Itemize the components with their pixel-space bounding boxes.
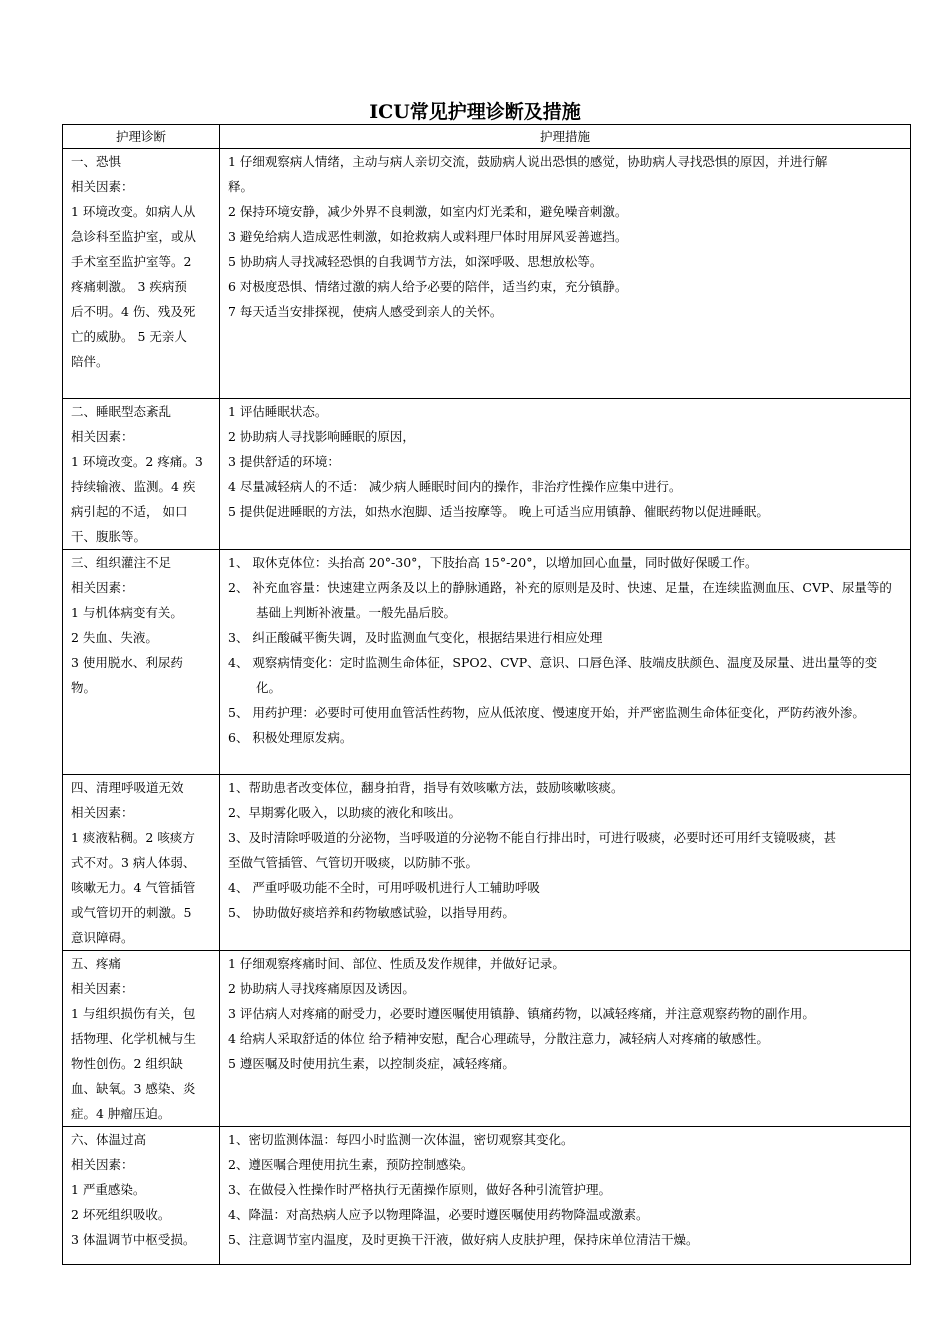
table-row <box>63 399 911 550</box>
measure-item: 1、帮助患者改变体位，翻身拍背，指导有效咳嗽方法，鼓励咳嗽咳痰。 <box>228 780 624 795</box>
table-row <box>63 149 911 399</box>
measure-item: 释。 <box>228 179 254 194</box>
diagnosis-line: 3 体温调节中枢受损。 <box>71 1232 196 1247</box>
diagnosis-line: 急诊科至监护室，或从 <box>71 229 197 244</box>
diagnosis-line: 1 环境改变。如病人从 <box>71 204 196 219</box>
measures-cell <box>220 1127 911 1265</box>
measures-cell <box>220 399 911 550</box>
measure-item: 1 仔细观察疼痛时间、部位、性质及发作规律，并做好记录。 <box>228 956 565 971</box>
diagnosis-cell <box>63 550 220 775</box>
diagnosis-line: 五、疼痛 <box>71 956 122 971</box>
diagnosis-line: 四、清理呼吸道无效 <box>71 780 184 795</box>
measure-item: 3、及时清除呼吸道的分泌物，当呼吸道的分泌物不能自行排出时，可进行吸痰，必要时还可用纤支镜吸痰，甚 <box>228 830 836 845</box>
diagnosis-line: 六、体温过高 <box>71 1132 147 1147</box>
diagnosis-line: 意识障碍。 <box>71 930 134 945</box>
measure-item: 至做气管插管、气管切开吸痰，以防肺不张。 <box>228 855 479 870</box>
diagnosis-line: 相关因素： <box>71 580 134 595</box>
diagnosis-line: 1 痰液粘稠。2 咳痰方 <box>71 830 195 845</box>
table-row <box>63 951 911 1127</box>
table-row <box>63 775 911 951</box>
diagnosis-line: 后不明。4 伤、残及死 <box>71 304 196 319</box>
measure-item: 5 提供促进睡眠的方法，如热水泡脚、适当按摩等。 晚上可适当应用镇静、催眠药物以促进睡眠。 <box>228 504 769 519</box>
measure-item: 3 提供舒适的环境： <box>228 454 340 469</box>
measure-item: 6、 积极处理原发病。 <box>228 730 353 745</box>
measure-item: 4 尽量减轻病人的不适： 减少病人睡眠时间内的操作，非治疗性操作应集中进行。 <box>228 479 682 494</box>
diagnosis-line: 手术室至监护室等。2 <box>71 254 192 269</box>
measure-item: 5、 用药护理：必要时可使用血管活性药物，应从低浓度、慢速度开始，并严密监测生命体征变化，严防药液外渗。 <box>228 705 865 720</box>
diagnosis-line: 血、缺氧。3 感染、炎 <box>71 1081 196 1096</box>
header-diagnosis: 护理诊断 <box>63 125 220 149</box>
diagnosis-line: 二、睡眠型态紊乱 <box>71 404 172 419</box>
diagnosis-line: 2 失血、失液。 <box>71 630 158 645</box>
diagnosis-line: 亡的威胁。 5 无亲人 <box>71 329 187 344</box>
diagnosis-line: 相关因素： <box>71 1157 134 1172</box>
diagnosis-line: 或气管切开的刺激。5 <box>71 905 192 920</box>
measure-item: 4、降温：对高热病人应予以物理降温，必要时遵医嘱使用药物降温或激素。 <box>228 1207 649 1222</box>
diagnosis-line: 三、组织灌注不足 <box>71 555 172 570</box>
diagnosis-line: 相关因素： <box>71 981 134 996</box>
measure-item: 7 每天适当安排探视，使病人感受到亲人的关怀。 <box>228 304 503 319</box>
diagnosis-line: 相关因素： <box>71 805 134 820</box>
measure-item: 2、早期雾化吸入，以助痰的液化和咳出。 <box>228 805 461 820</box>
diagnosis-cell <box>63 149 220 399</box>
measure-item: 3、在做侵入性操作时严格执行无菌操作原则，做好各种引流管护理。 <box>228 1182 611 1197</box>
diagnosis-line: 括物理、化学机械与生 <box>71 1031 197 1046</box>
diagnosis-line: 1 严重感染。 <box>71 1182 146 1197</box>
table-body <box>63 149 911 1265</box>
diagnosis-line: 持续输液、监测。4 疾 <box>71 479 196 494</box>
diagnosis-line: 一、恐惧 <box>71 154 122 169</box>
diagnosis-cell <box>63 399 220 550</box>
measures-cell <box>220 149 911 399</box>
diagnosis-line: 3 使用脱水、利尿药 <box>71 655 183 670</box>
measure-item: 4 给病人采取舒适的体位 给予精神安慰，配合心理疏导，分散注意力，减轻病人对疼痛的敏感性。 <box>228 1031 769 1046</box>
table-row <box>63 1127 911 1265</box>
measure-item: 3 避免给病人造成恶性刺激，如抢救病人或料理尸体时用屏风妥善遮挡。 <box>228 229 628 244</box>
diagnosis-line: 病引起的不适， 如口 <box>71 504 188 519</box>
diagnosis-line: 相关因素： <box>71 429 134 444</box>
diagnosis-line: 物性创伤。2 组织缺 <box>71 1056 183 1071</box>
measure-item: 5、 协助做好痰培养和药物敏感试验，以指导用药。 <box>228 905 515 920</box>
diagnosis-line: 相关因素： <box>71 179 134 194</box>
page-title: ICU常见护理诊断及措施 <box>369 101 581 123</box>
measure-item: 5 协助病人寻找减轻恐惧的自我调节方法，如深呼吸、思想放松等。 <box>228 254 603 269</box>
measure-item: 4、 观察病情变化：定时监测生命体征，SPO2、CVP、意识、口唇色泽、肢端皮肤颜色、温度及尿量、进出量等的变化。 <box>228 655 878 695</box>
measure-item: 1、密切监测体温：每四小时监测一次体温，密切观察其变化。 <box>228 1132 574 1147</box>
measure-item: 5、注意调节室内温度，及时更换干汗液，做好病人皮肤护理，保持床单位清洁干燥。 <box>228 1232 699 1247</box>
measure-item: 2、 补充血容量：快速建立两条及以上的静脉通路，补充的原则是及时、快速、足量，在连续监测血压、CVP、尿量等的基础上判断补液量。一般先晶后胶。 <box>228 580 892 620</box>
measure-item: 2 保持环境安静，减少外界不良刺激，如室内灯光柔和，避免噪音刺激。 <box>228 204 628 219</box>
diagnosis-line: 咳嗽无力。4 气管插管 <box>71 880 196 895</box>
measure-item: 4、 严重呼吸功能不全时，可用呼吸机进行人工辅助呼吸 <box>228 880 540 895</box>
header-measures: 护理措施 <box>220 125 911 149</box>
measures-cell <box>220 951 911 1127</box>
measure-item: 6 对极度恐惧、情绪过激的病人给予必要的陪伴，适当约束，充分镇静。 <box>228 279 628 294</box>
diagnosis-line: 陪伴。 <box>71 354 109 369</box>
diagnosis-line: 物。 <box>71 680 97 695</box>
diagnosis-line: 1 环境改变。2 疼痛。3 <box>71 454 203 469</box>
measures-cell <box>220 550 911 775</box>
diagnosis-line: 症。4 肿瘤压迫。 <box>71 1106 171 1121</box>
diagnosis-line: 1 与组织损伤有关，包 <box>71 1006 196 1021</box>
diagnosis-line: 1 与机体病变有关。 <box>71 605 183 620</box>
diagnosis-cell <box>63 1127 220 1265</box>
measure-item: 3 评估病人对疼痛的耐受力，必要时遵医嘱使用镇静、镇痛药物，以减轻疼痛，并注意观察药物的副作用。 <box>228 1006 815 1021</box>
measure-item: 1 评估睡眠状态。 <box>228 404 328 419</box>
diagnosis-line: 疼痛刺激。 3 疾病预 <box>71 279 187 294</box>
measure-item: 2 协助病人寻找疼痛原因及诱因。 <box>228 981 415 996</box>
measure-item: 1、 取休克体位：头抬高 20°-30°，下肢抬高 15°-20°，以增加回心血量，同时做好保暖工作。 <box>228 555 758 570</box>
diagnosis-line: 干、腹胀等。 <box>71 529 147 544</box>
measure-item: 3、 纠正酸碱平衡失调，及时监测血气变化，根据结果进行相应处理 <box>228 630 603 645</box>
nursing-table <box>62 124 911 1265</box>
measure-item: 5 遵医嘱及时使用抗生素，以控制炎症，减轻疼痛。 <box>228 1056 515 1071</box>
measures-cell <box>220 775 911 951</box>
diagnosis-cell <box>63 775 220 951</box>
measure-item: 2 协助病人寻找影响睡眠的原因， <box>228 429 415 444</box>
measure-item: 1 仔细观察病人情绪，主动与病人亲切交流，鼓励病人说出恐惧的感觉，协助病人寻找恐惧的原因，并进行解 <box>228 154 828 169</box>
measure-item: 2、遵医嘱合理使用抗生素，预防控制感染。 <box>228 1157 474 1172</box>
diagnosis-cell <box>63 951 220 1127</box>
diagnosis-line: 2 坏死组织吸收。 <box>71 1207 171 1222</box>
table-row <box>63 550 911 775</box>
diagnosis-line: 式不对。3 病人体弱、 <box>71 855 196 870</box>
table-header-row <box>63 125 911 149</box>
